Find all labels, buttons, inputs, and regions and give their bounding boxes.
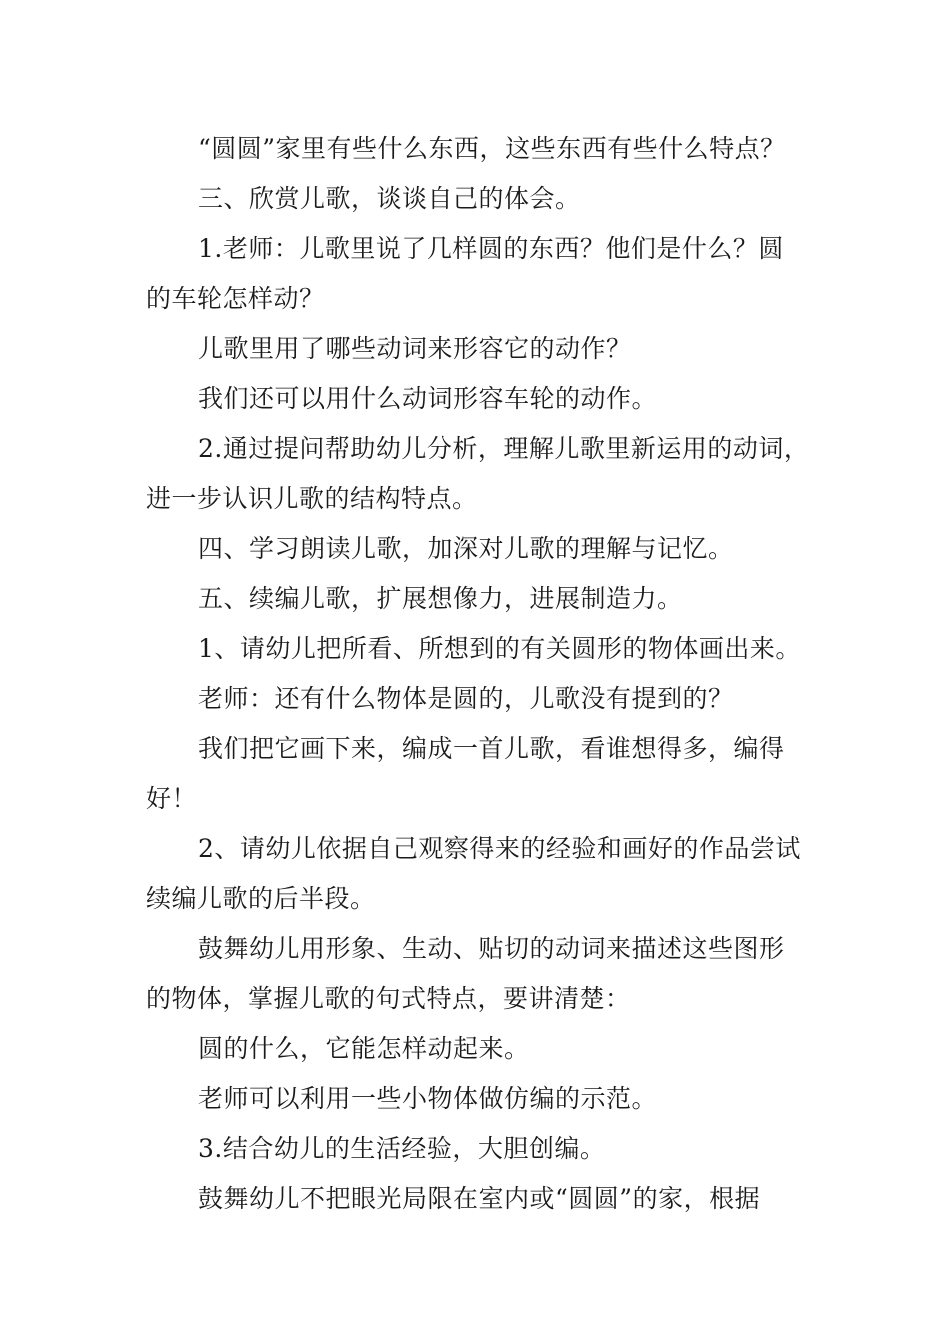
paragraph-line: 3.结合幼儿的生活经验，大胆创编。 [198,1134,606,1163]
section-heading: 四、学习朗读儿歌，加深对儿歌的理解与记忆。 [198,534,734,563]
paragraph-line: 1.老师：儿歌里说了几样圆的东西？他们是什么？圆 [198,234,784,263]
paragraph-line: 2.通过提问帮助幼儿分析，理解儿歌里新运用的动词， [198,434,810,463]
paragraph-line: 2、请幼儿依据自己观察得来的经验和画好的作品尝试 [198,834,801,863]
paragraph-line: 儿歌里用了哪些动词来形容它的动作？ [198,334,632,363]
paragraph-line: 的物体，掌握儿歌的句式特点，要讲清楚： [146,984,631,1013]
paragraph-line: 鼓舞幼儿用形象、生动、贴切的动词来描述这些图形 [198,934,785,963]
paragraph-line: 我们还可以用什么动词形容车轮的动作。 [198,384,658,413]
section-heading: 五、续编儿歌，扩展想像力，进展制造力。 [198,584,683,613]
paragraph-line: 1、请幼儿把所看、所想到的有关圆形的物体画出来。 [198,634,801,663]
paragraph-line: “圆圆”家里有些什么东西，这些东西有些什么特点？ [198,134,786,163]
paragraph-line: 进一步认识儿歌的结构特点。 [146,484,478,513]
paragraph-line: 好！ [146,784,198,813]
paragraph-line: 老师可以利用一些小物体做仿编的示范。 [198,1084,658,1113]
paragraph-line: 老师：还有什么物体是圆的，儿歌没有提到的？ [198,684,734,713]
section-heading: 三、欣赏儿歌，谈谈自己的体会。 [198,184,581,213]
paragraph-line: 续编儿歌的后半段。 [146,884,376,913]
paragraph-line: 圆的什么，它能怎样动起来。 [198,1034,530,1063]
paragraph-line: 我们把它画下来，编成一首儿歌，看谁想得多，编得 [198,734,785,763]
paragraph-line: 的车轮怎样动？ [146,284,325,313]
paragraph-line: 鼓舞幼儿不把眼光局限在室内或“圆圆”的家，根据 [198,1184,761,1213]
